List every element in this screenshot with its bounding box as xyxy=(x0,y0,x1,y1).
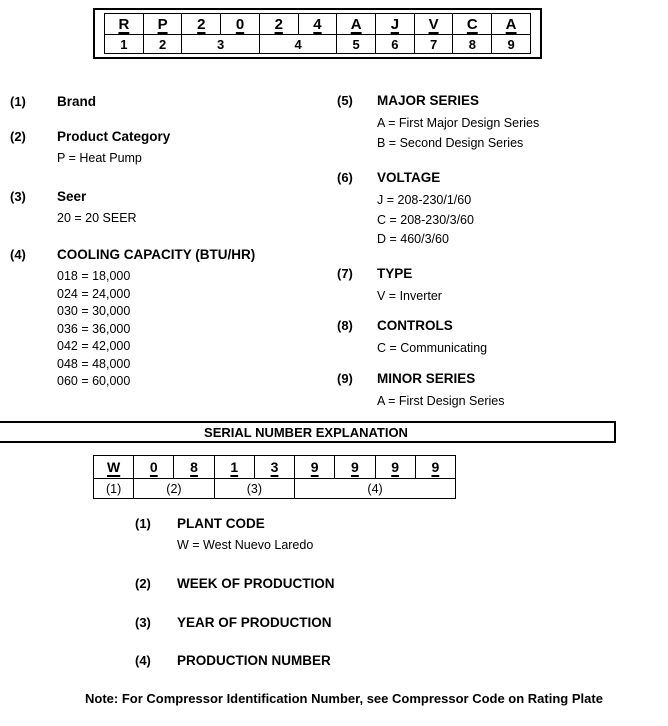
item-title: TYPE xyxy=(377,266,413,281)
model-code-cell xyxy=(143,14,182,35)
model-code-char: 0 xyxy=(235,15,245,33)
item-line: V = Inverter xyxy=(377,289,442,303)
item-lines xyxy=(57,150,170,168)
serial-code-cell xyxy=(254,456,294,479)
item-title: PLANT CODE xyxy=(177,516,265,531)
item-lines xyxy=(57,268,255,391)
item-number: (8) xyxy=(337,318,353,333)
item-head xyxy=(10,128,170,146)
model-code-char: A xyxy=(350,15,362,33)
model-number-grid xyxy=(104,13,531,54)
model-code-cell xyxy=(337,14,376,35)
serial-code-char: 9 xyxy=(431,459,440,475)
serial-number-table xyxy=(93,455,456,499)
model-position-cell: 1 xyxy=(105,35,144,54)
serial-group-cell: (1) xyxy=(94,479,134,499)
model-position-cell: 7 xyxy=(414,35,453,54)
item-number: (4) xyxy=(135,653,151,668)
item-number: (1) xyxy=(10,94,26,109)
item-title: WEEK OF PRODUCTION xyxy=(177,576,335,591)
item-lines xyxy=(377,339,487,359)
serial-item-4 xyxy=(135,652,331,670)
item-line: 018 = 18,000 xyxy=(57,269,131,283)
serial-code-char: 3 xyxy=(270,459,279,475)
serial-groups-row xyxy=(94,479,456,499)
model-code-char: P xyxy=(157,15,168,33)
item-number: (2) xyxy=(10,129,26,144)
item-head xyxy=(135,652,331,670)
serial-codes-row xyxy=(94,456,456,479)
serial-code-char: 8 xyxy=(190,459,198,475)
item-number: (7) xyxy=(337,266,353,281)
model-code-char: C xyxy=(466,15,478,33)
model-code-cell xyxy=(221,14,260,35)
item-head xyxy=(337,265,442,283)
model-code-char: 4 xyxy=(313,15,322,33)
item-title: VOLTAGE xyxy=(377,170,441,185)
model-position-cell: 4 xyxy=(259,35,336,54)
item-title: Product Category xyxy=(57,129,171,144)
model-code-cell xyxy=(376,14,415,35)
item-line: 042 = 42,000 xyxy=(57,339,131,353)
item-number: (3) xyxy=(135,615,151,630)
item-head xyxy=(337,169,474,187)
item-head xyxy=(10,246,255,264)
item-title: MAJOR SERIES xyxy=(377,93,480,108)
item-head xyxy=(10,188,137,206)
item-title: YEAR OF PRODUCTION xyxy=(177,615,332,630)
model-item-5 xyxy=(337,92,539,153)
item-title: PRODUCTION NUMBER xyxy=(177,653,331,668)
item-head xyxy=(135,614,332,632)
model-item-7 xyxy=(337,265,442,307)
item-number: (4) xyxy=(10,247,26,262)
item-title: Seer xyxy=(57,189,87,204)
model-item-9 xyxy=(337,370,504,412)
serial-item-1 xyxy=(135,515,313,555)
model-positions-row xyxy=(105,35,531,54)
item-title: CONTROLS xyxy=(377,318,453,333)
item-line: A = First Major Design Series xyxy=(377,116,540,130)
model-item-3 xyxy=(10,188,137,228)
item-head xyxy=(337,317,487,335)
note-text: Note: For Compressor Identification Number, see Compressor Code on Rating Plate xyxy=(85,691,603,706)
model-number-table xyxy=(93,8,542,59)
item-lines xyxy=(377,114,539,153)
model-position-cell: 9 xyxy=(492,35,531,54)
serial-code-char: 0 xyxy=(149,459,158,475)
serial-group-cell: (2) xyxy=(134,479,214,499)
item-line: B = Second Design Series xyxy=(377,135,524,150)
model-code-cell xyxy=(453,14,492,35)
item-line: 048 = 48,000 xyxy=(57,356,131,371)
item-lines xyxy=(57,210,137,228)
model-code-cell xyxy=(298,14,337,35)
item-head xyxy=(135,575,335,593)
item-number: (6) xyxy=(337,170,353,185)
model-code-cell xyxy=(414,14,453,35)
item-number: (3) xyxy=(10,189,26,204)
model-position-cell: 3 xyxy=(182,35,259,54)
item-line: D = 460/3/60 xyxy=(377,232,449,246)
serial-code-char: 9 xyxy=(310,459,319,475)
item-line: 024 = 24,000 xyxy=(57,286,131,301)
model-item-8 xyxy=(337,317,487,359)
item-line: C = 208-230/3/60 xyxy=(377,212,474,227)
serial-code-char: 9 xyxy=(351,459,359,475)
model-code-char: J xyxy=(390,15,400,33)
item-title: Brand xyxy=(57,94,97,109)
item-number: (5) xyxy=(337,93,353,108)
item-line: C = Communicating xyxy=(377,341,488,355)
serial-item-2 xyxy=(135,575,335,593)
model-code-cell xyxy=(259,14,298,35)
item-lines xyxy=(377,191,474,250)
serial-code-cell xyxy=(375,456,415,479)
serial-code-cell xyxy=(214,456,254,479)
model-item-6 xyxy=(337,169,474,250)
model-code-char: 2 xyxy=(197,15,206,33)
serial-code-cell xyxy=(174,456,214,479)
serial-group-cell: (3) xyxy=(214,479,294,499)
item-line: A = First Design Series xyxy=(377,394,505,408)
item-line: J = 208-230/1/60 xyxy=(377,193,472,207)
item-number: (9) xyxy=(337,371,353,386)
serial-code-cell xyxy=(415,456,455,479)
serial-group-cell: (4) xyxy=(295,479,456,499)
model-code-cell xyxy=(492,14,531,35)
item-head xyxy=(135,515,313,533)
item-line: W = West Nuevo Laredo xyxy=(177,538,314,552)
serial-code-cell xyxy=(295,456,335,479)
serial-code-char: W xyxy=(107,459,121,475)
item-head xyxy=(337,370,504,388)
serial-code-cell xyxy=(134,456,174,479)
model-position-cell: 8 xyxy=(453,35,492,54)
serial-code-char: 9 xyxy=(391,459,400,475)
item-lines xyxy=(377,392,504,412)
model-position-cell: 5 xyxy=(337,35,376,54)
model-item-1 xyxy=(10,93,96,111)
model-code-cell xyxy=(105,14,144,35)
serial-section-title: SERIAL NUMBER EXPLANATION xyxy=(204,424,408,440)
item-title: COOLING CAPACITY (BTU/HR) xyxy=(57,247,256,262)
serial-section-header xyxy=(0,421,616,443)
model-code-char: A xyxy=(505,15,517,33)
item-lines xyxy=(177,537,313,555)
model-item-4 xyxy=(10,246,255,391)
item-line: 20 = 20 SEER xyxy=(57,211,137,225)
model-position-cell: 6 xyxy=(376,35,415,54)
item-line: P = Heat Pump xyxy=(57,151,142,165)
item-number: (2) xyxy=(135,576,151,591)
model-code-char: R xyxy=(118,15,130,33)
serial-code-char: 1 xyxy=(230,459,239,475)
model-position-cell: 2 xyxy=(143,35,182,54)
item-head xyxy=(10,93,96,111)
item-number: (1) xyxy=(135,516,151,531)
item-lines xyxy=(377,287,442,307)
model-code-char: V xyxy=(428,15,439,33)
item-head xyxy=(337,92,539,110)
item-line: 030 = 30,000 xyxy=(57,304,131,318)
serial-code-cell xyxy=(94,456,134,479)
model-code-char: 2 xyxy=(274,15,283,33)
item-title: MINOR SERIES xyxy=(377,371,476,386)
item-line: 060 = 60,000 xyxy=(57,374,131,388)
serial-item-3 xyxy=(135,614,332,632)
model-code-cell xyxy=(182,14,221,35)
serial-code-cell xyxy=(335,456,375,479)
item-line: 036 = 36,000 xyxy=(57,321,131,336)
model-codes-row xyxy=(105,14,531,35)
model-item-2 xyxy=(10,128,170,168)
